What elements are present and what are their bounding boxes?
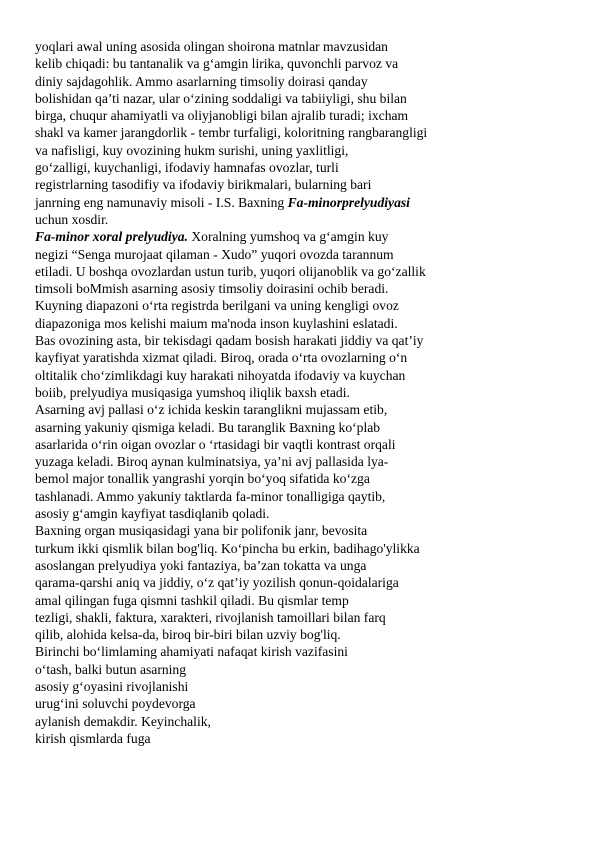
line-text: Xoralning yumshoq va g‘amgin kuy xyxy=(187,229,389,245)
text-line: kelib chiqadi: bu tantanalik va g‘amgin lirika, quvonchli parvoz va xyxy=(35,56,399,72)
text-line: qarama-qarshi aniq va jiddiy, o‘z qat’iy yozilish qonun-qoidalariga xyxy=(35,575,399,591)
text-line: oltitalik cho‘zimlikdagi kuy harakati nihoyatda ifodaviy va kuychan xyxy=(35,367,406,383)
text-line: kirish qismlarda fuga xyxy=(35,730,151,746)
text-line: tezligi, shakli, faktura, xarakteri, rivojlanish tamoillari bilan farq xyxy=(35,609,386,625)
text-line: aylanish demakdir. Keyinchalik, xyxy=(35,713,211,729)
text-line: asosiy g‘amgin kayfiyat tasdiqlanib qoladi. xyxy=(35,506,270,522)
work-title-emphasis: Fa-minorprelyudiyasi xyxy=(287,194,410,210)
section-heading-line xyxy=(35,228,595,245)
text-line: turkum ikki qismlik bilan bog'liq. Ko‘pincha bu erkin, badihago'ylikka xyxy=(35,540,420,556)
text-line: timsoli boMmish asarning asosiy timsoliy doirasini ochib beradi. xyxy=(35,281,389,297)
text-line: Kuyning diapazoni o‘rta registrda berilgani va uning kengligi ovoz xyxy=(35,298,399,314)
text-line: qilib, alohida kelsa-da, biroq bir-biri bilan uzviy bog'liq. xyxy=(35,627,341,643)
text-line: amal qilingan fuga qismni tashkil qiladi. Bu qismlar temp xyxy=(35,592,349,608)
text-line: tashlanadi. Ammo yakuniy taktlarda fa-minor tonalligiga qaytib, xyxy=(35,488,386,504)
text-line: negizi “Senga murojaat qilaman - Xudo” yuqori ovozda tarannum xyxy=(35,246,394,262)
text-line: diniy sajdagohlik. Ammo asarlarning timsoliy doirasi qanday xyxy=(35,73,368,89)
text-line: diapazoniga mos kelishi maium ma'noda inson kuylashini eslatadi. xyxy=(35,315,398,331)
text-line: etiladi. U boshqa ovozlardan ustun turib, yuqori olijanoblik va go‘zallik xyxy=(35,263,426,279)
text-line: Bas ovozining asta, bir tekisdagi qadam bosish harakati jiddiy va qat’iy xyxy=(35,333,424,349)
text-line: boiib, prelyudiya musiqasiga yumshoq iliqlik baxsh etadi. xyxy=(35,384,350,400)
text-line: Asarning avj pallasi o‘z ichida keskin taranglikni mujassam etib, xyxy=(35,402,388,418)
text-line: urug‘ini soluvchi poydevorga xyxy=(35,696,196,712)
text-line: bemol major tonallik yangrashi yorqin bo‘yoq sifatida ko‘zga xyxy=(35,471,370,487)
text-line: kayfiyat yaratishda xizmat qiladi. Biroq, orada o‘rta ovozlarning o‘n xyxy=(35,350,408,366)
text-line: o‘tash, balki butun asarning xyxy=(35,661,187,677)
text-line: shakl va kamer jarangdorlik - tembr turfaligi, koloritning rangbarangligi xyxy=(35,125,428,141)
text-line: va nafisligi, kuy ovozining hukm surishi, uning yaxlitligi, xyxy=(35,142,349,158)
text-line: yuzaga keladi. Biroq aynan kulminatsiya, ya’ni avj pallasida lya- xyxy=(35,454,389,470)
section-heading: Fa-minor xoral prelyudiya. xyxy=(35,229,188,245)
text-line: birga, chuqur ahamiyatli va oliyjanobligi bilan ajralib turadi; ixcham xyxy=(35,108,409,124)
document-page xyxy=(35,38,595,747)
text-line: go‘zalligi, kuychanligi, ifodaviy hamnafas ovozlar, turli xyxy=(35,160,339,176)
text-line: asoslangan prelyudiya yoki fantaziya, ba’zan tokatta va unga xyxy=(35,557,367,573)
text-line: Birinchi bo‘limlaming ahamiyati nafaqat kirish vazifasini xyxy=(35,644,348,660)
text-line: Baxning organ musiqasidagi yana bir polifonik janr, bevosita xyxy=(35,523,368,539)
text-line: bolishidan qa’ti nazar, ular o‘zining soddaligi va tabiiyligi, shu bilan xyxy=(35,90,407,106)
text-line: asarlarida o‘rin oigan ovozlar o ‘rtasidagi bir vaqtli kontrast orqali xyxy=(35,436,396,452)
text-line: asosiy g‘oyasini rivojlanishi xyxy=(35,678,189,694)
line-text: janrning eng namunaviy misoli - I.S. Baxning xyxy=(35,194,288,210)
text-line: yoqlari awal uning asosida olingan shoirona matnlar mavzusidan xyxy=(35,39,388,54)
text-line: uchun xosdir. xyxy=(35,211,109,227)
text-line-with-title xyxy=(35,194,595,211)
text-line: registrlarning tasodifiy va ifodaviy birikmalari, bularning bari xyxy=(35,177,372,193)
text-line: asarning yakuniy qismiga keladi. Bu taranglik Baxning ko‘plab xyxy=(35,419,381,435)
